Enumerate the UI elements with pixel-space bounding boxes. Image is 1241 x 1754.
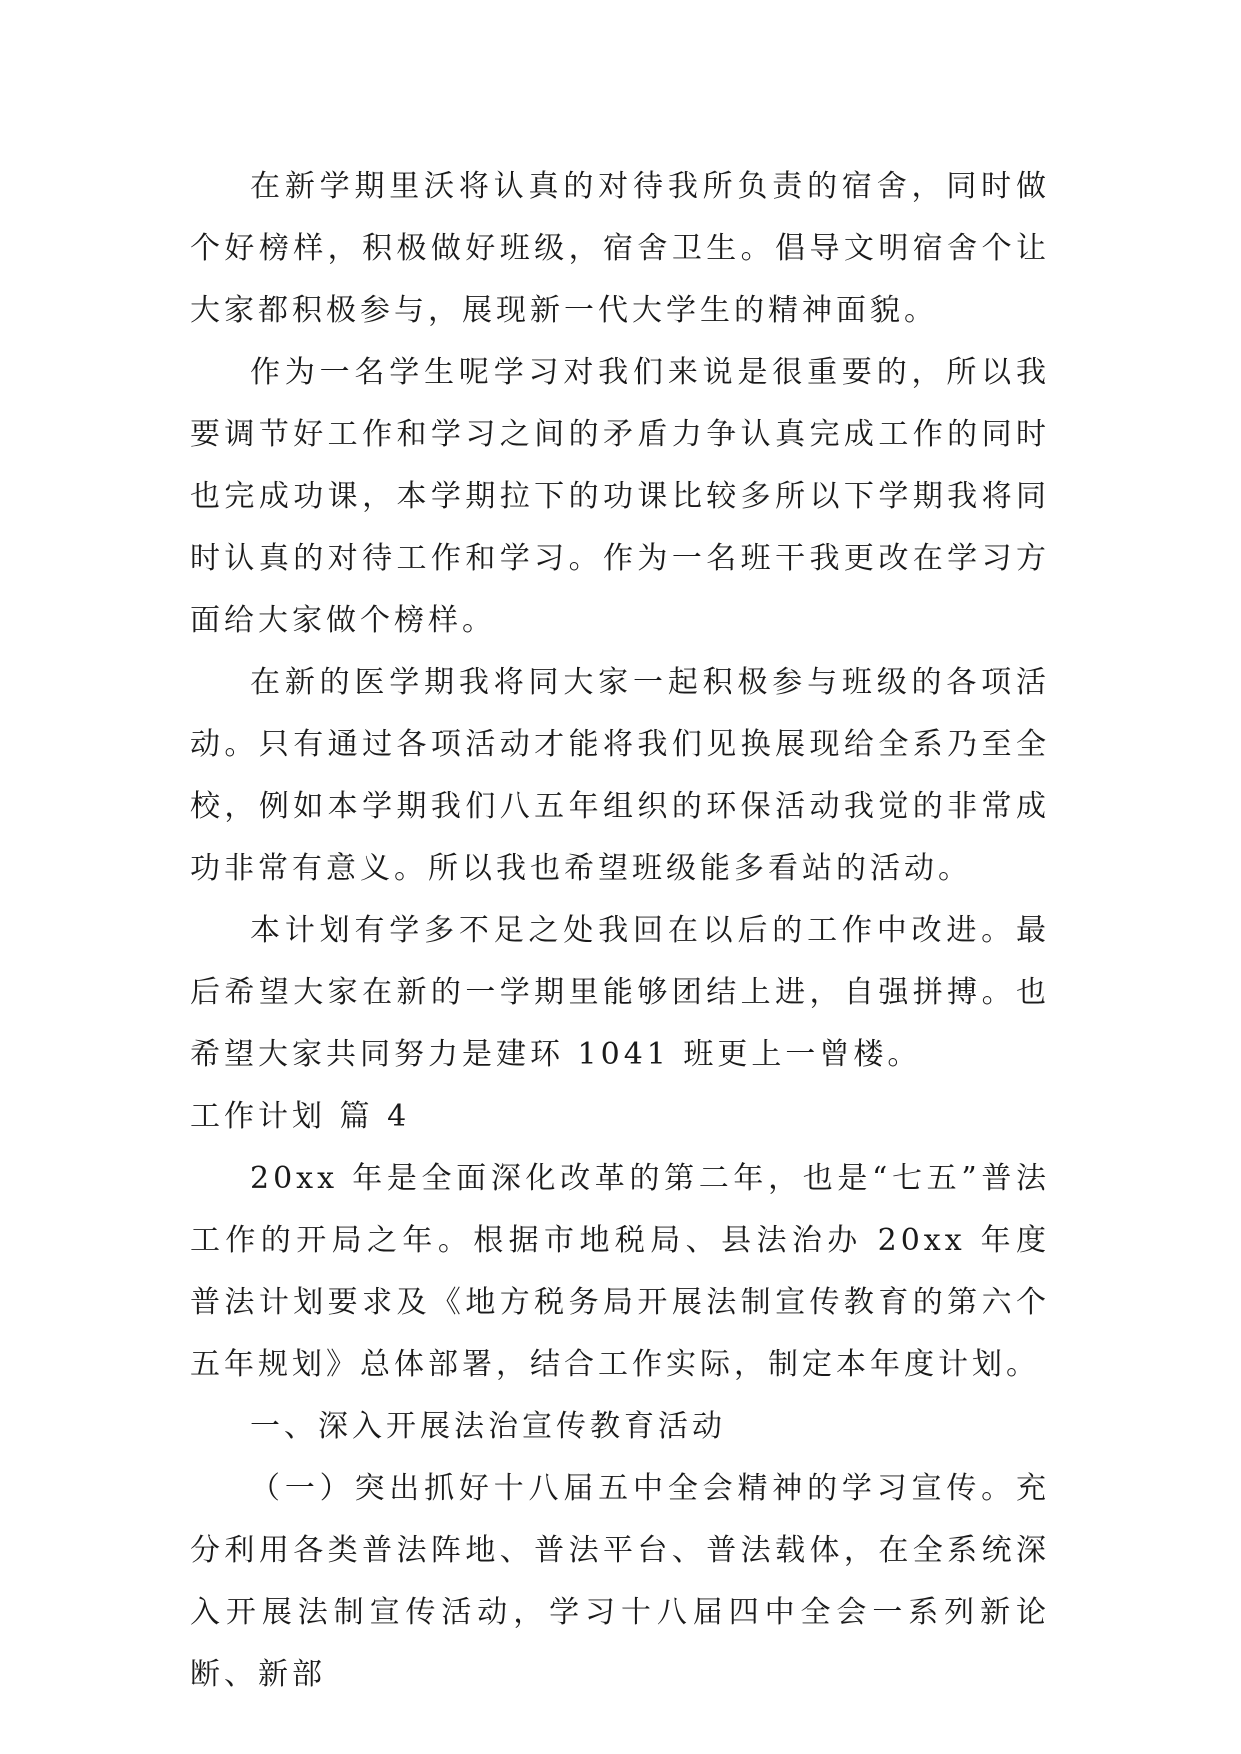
- paragraph-legal-intro: 20xx 年是全面深化改革的第二年，也是“七五”普法工作的开局之年。根据市地税局、县法治办 20xx 年度普法计划要求及《地方税务局开展法制宣传教育的第六个五年规划》总体部署，结合工作实际，制定本年度计划。: [190, 1161, 1050, 1382]
- paragraph-conclusion: 本计划有学多不足之处我回在以后的工作中改进。最后希望大家在新的一学期里能够团结上进，自强拼搏。也希望大家共同努力是建环 1041 班更上一曾楼。: [190, 913, 1050, 1072]
- section-heading: 工作计划 篇 4: [190, 1099, 411, 1134]
- document-body: [190, 156, 1050, 1706]
- paragraph-dormitory: 在新学期里沃将认真的对待我所负责的宿舍，同时做个好榜样，积极做好班级，宿舍卫生。倡导文明宿舍个让大家都积极参与，展现新一代大学生的精神面貌。: [190, 169, 1050, 328]
- paragraph-item-one: （一）突出抓好十八届五中全会精神的学习宣传。充分利用各类普法阵地、普法平台、普法载体，在全系统深入开展法制宣传活动，学习十八届四中全会一系列新论断、新部: [190, 1471, 1050, 1692]
- paragraph-activities: 在新的医学期我将同大家一起积极参与班级的各项活动。只有通过各项活动才能将我们见换展现给全系乃至全校，例如本学期我们八五年组织的环保活动我觉的非常成功非常有意义。所以我也希望班级能多看站的活动。: [190, 665, 1050, 886]
- paragraph-subheading: 一、深入开展法治宣传教育活动: [250, 1409, 726, 1444]
- paragraph-study: 作为一名学生呢学习对我们来说是很重要的，所以我要调节好工作和学习之间的矛盾力争认真完成工作的同时也完成功课，本学期拉下的功课比较多所以下学期我将同时认真的对待工作和学习。作为一名班干我更改在学习方面给大家做个榜样。: [190, 355, 1050, 638]
